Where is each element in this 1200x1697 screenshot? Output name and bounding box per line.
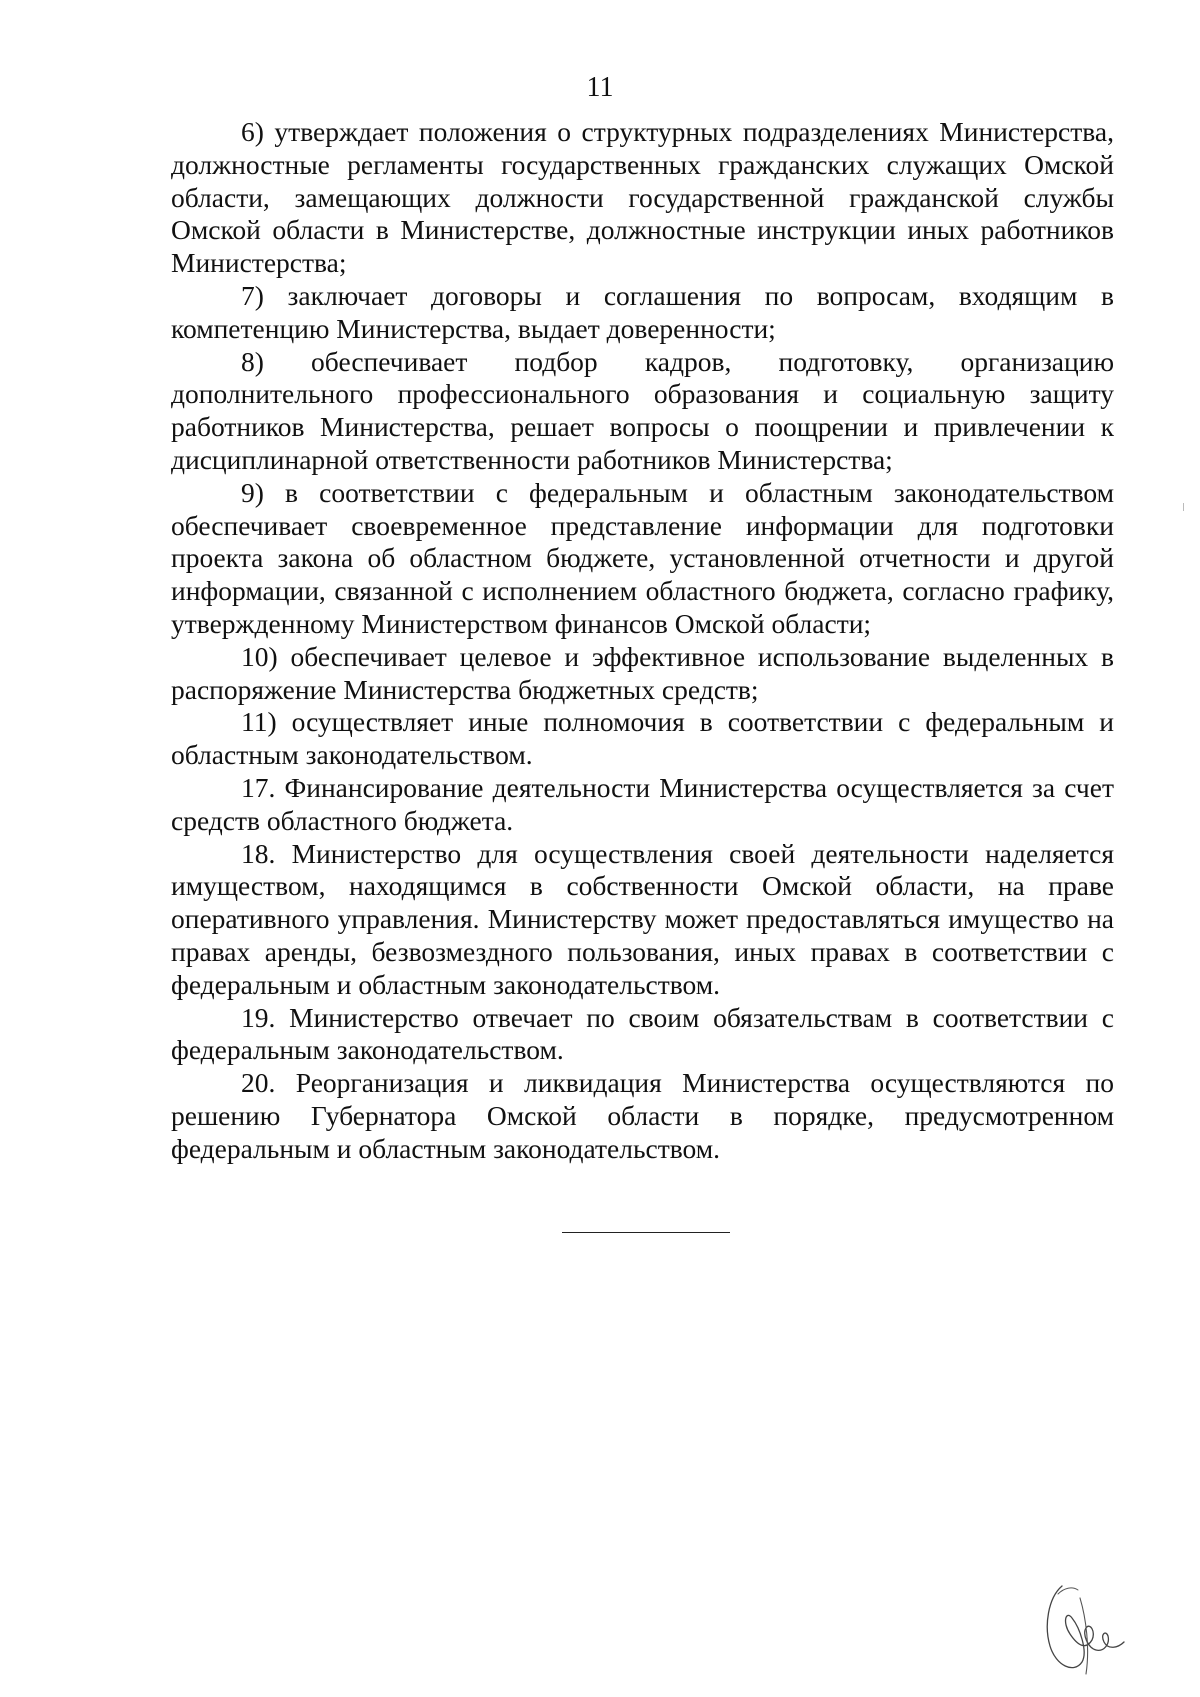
paragraph-item-7: 7) заключает договоры и соглашения по вопросам, входящим в компетенцию Министерства, выдает доверенности; bbox=[171, 279, 1114, 344]
paragraph-section-17: 17. Финансирование деятельности Министерства осуществляется за счет средств областного бюджета. bbox=[171, 771, 1114, 836]
paragraph-item-8: 8) обеспечивает подбор кадров, подготовку, организацию дополнительного профессионального образования и социальную защиту работников Министерства, решает вопросы о поощрении и привлечении к дисциплинарной ответственности работников Министерства; bbox=[171, 345, 1114, 475]
document-body bbox=[171, 116, 1114, 1166]
paragraph-item-11: 11) осуществляет иные полномочия в соответствии с федеральным и областным законодательством. bbox=[171, 706, 1114, 771]
paragraph-section-18: 18. Министерство для осуществления своей деятельности наделяется имуществом, находящимся в собственности Омской области, на праве оперативного управления. Министерству может предоставляться имущество на правах аренды, безвозмездного пользования, иных правах в соответствии с федеральным и областным законодательством. bbox=[171, 837, 1114, 1000]
paragraph-item-6: 6) утверждает положения о структурных подразделениях Министерства, должностные регламенты государственных гражданских служащих Омской области, замещающих должности государственной гражданской службы Омской области в Министерстве, должностные инструкции иных работников Министерства; bbox=[171, 116, 1114, 279]
paragraph-item-10: 10) обеспечивает целевое и эффективное использование выделенных в распоряжение Министерства бюджетных средств; bbox=[171, 640, 1114, 705]
paragraph-section-19: 19. Министерство отвечает по своим обязательствам в соответствии с федеральным законодательством. bbox=[171, 1001, 1114, 1066]
paragraph-section-20: 20. Реорганизация и ликвидация Министерства осуществляются по решению Губернатора Омской области в порядке, предусмотренном федеральным и областным законодательством. bbox=[171, 1067, 1114, 1164]
end-of-text-rule bbox=[562, 1232, 730, 1233]
scan-margin-mark bbox=[1183, 503, 1184, 511]
handwritten-signature-icon bbox=[1040, 1578, 1130, 1678]
page-number: 11 bbox=[586, 72, 614, 103]
paragraph-item-9: 9) в соответствии с федеральным и областным законодательством обеспечивает своевременное представление информации для подготовки проекта закона об областном бюджете, установленной отчетности и другой информации, связанной с исполнением областного бюджета, согласно графику, утвержденному Министерством финансов Омской области; bbox=[171, 476, 1114, 639]
